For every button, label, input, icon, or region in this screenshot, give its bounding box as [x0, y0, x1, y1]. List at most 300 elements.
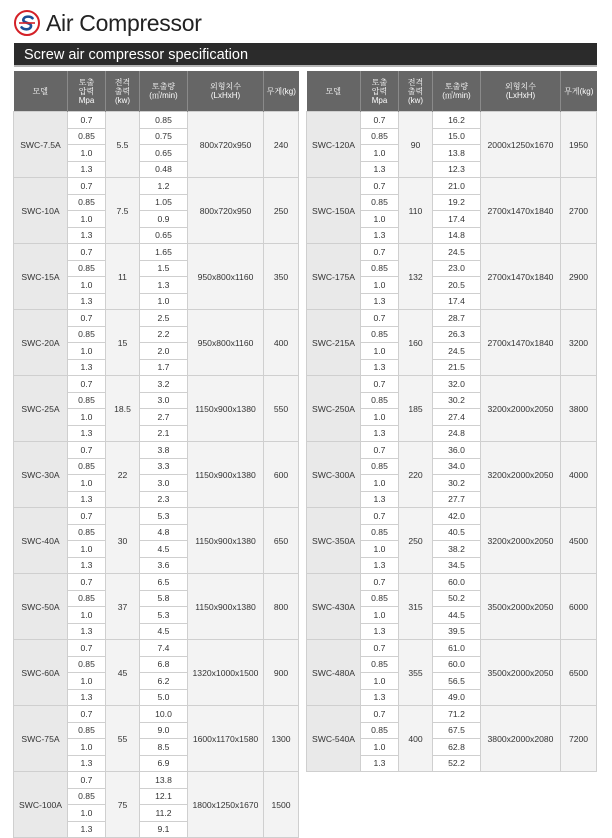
flow-cell: 52.2 — [433, 755, 481, 772]
flow-cell: 0.75 — [140, 128, 188, 145]
flow-cell: 3.8 — [140, 442, 188, 459]
weight-cell: 2900 — [561, 244, 597, 310]
spec-table-left — [13, 71, 299, 838]
table-row — [14, 508, 299, 525]
column-header — [561, 71, 597, 112]
column-header-line: 모델 — [32, 86, 48, 96]
dimensions-cell: 1150x900x1380 — [188, 442, 264, 508]
column-header — [68, 71, 106, 112]
column-header — [361, 71, 399, 112]
dimensions-cell: 1600x1170x1580 — [188, 706, 264, 772]
table-row — [14, 442, 299, 459]
flow-cell: 32.0 — [433, 376, 481, 393]
column-header — [399, 71, 433, 112]
pressure-cell: 0.85 — [361, 128, 399, 145]
column-header-line: 무게(kg) — [564, 86, 594, 96]
column-header-line: (LxHxH) — [210, 91, 241, 100]
column-header — [433, 71, 481, 112]
column-header-line: 토출 — [371, 77, 388, 87]
flow-cell: 34.0 — [433, 458, 481, 475]
pressure-cell: 0.7 — [68, 376, 106, 393]
pressure-cell: 1.3 — [361, 689, 399, 706]
flow-cell: 3.3 — [140, 458, 188, 475]
table-row — [307, 244, 597, 261]
company-logo-icon — [14, 10, 40, 36]
table-row — [14, 772, 299, 789]
pressure-cell: 1.0 — [361, 475, 399, 492]
pressure-cell: 0.85 — [361, 392, 399, 409]
pressure-cell: 1.0 — [68, 739, 106, 756]
flow-cell: 36.0 — [433, 442, 481, 459]
table-row — [14, 112, 299, 129]
flow-cell: 24.8 — [433, 425, 481, 442]
column-header-line: Mpa — [371, 95, 388, 105]
flow-cell: 8.5 — [140, 739, 188, 756]
pressure-cell: 0.85 — [68, 392, 106, 409]
flow-cell: 2.2 — [140, 326, 188, 343]
column-header — [481, 71, 561, 112]
table-header-row — [307, 71, 597, 112]
model-cell: SWC-120A — [307, 112, 361, 178]
flow-cell: 2.7 — [140, 409, 188, 426]
page-title: Air Compressor — [46, 9, 202, 36]
weight-cell: 6000 — [561, 574, 597, 640]
weight-cell: 1300 — [264, 706, 299, 772]
model-cell: SWC-175A — [307, 244, 361, 310]
flow-cell: 71.2 — [433, 706, 481, 723]
pressure-cell: 1.0 — [68, 541, 106, 558]
pressure-cell: 0.85 — [68, 788, 106, 805]
dimensions-cell: 800x720x950 — [188, 112, 264, 178]
flow-cell: 6.9 — [140, 755, 188, 772]
flow-cell: 21.5 — [433, 359, 481, 376]
power-cell: 37 — [106, 574, 140, 640]
flow-cell: 60.0 — [433, 574, 481, 591]
power-cell: 55 — [106, 706, 140, 772]
pressure-cell: 0.85 — [361, 458, 399, 475]
column-header-line: 무게(kg) — [266, 86, 296, 96]
column-header-line: 전격 — [114, 77, 131, 87]
flow-cell: 60.0 — [433, 656, 481, 673]
flow-cell: 4.8 — [140, 524, 188, 541]
model-cell: SWC-480A — [307, 640, 361, 706]
pressure-cell: 0.7 — [68, 508, 106, 525]
pressure-cell: 1.3 — [361, 491, 399, 508]
pressure-cell: 0.85 — [361, 326, 399, 343]
power-cell: 90 — [399, 112, 433, 178]
pressure-cell: 0.7 — [361, 706, 399, 723]
flow-cell: 34.5 — [433, 557, 481, 574]
page-header — [14, 8, 202, 38]
flow-cell: 2.5 — [140, 310, 188, 327]
flow-cell: 38.2 — [433, 541, 481, 558]
dimensions-cell: 3200x2000x2050 — [481, 442, 561, 508]
model-cell: SWC-50A — [14, 574, 68, 640]
table-row — [307, 706, 597, 723]
table-row — [307, 310, 597, 327]
power-cell: 18.5 — [106, 376, 140, 442]
dimensions-cell: 1150x900x1380 — [188, 508, 264, 574]
column-header-line: (kw) — [114, 95, 131, 105]
weight-cell: 600 — [264, 442, 299, 508]
pressure-cell: 1.3 — [68, 359, 106, 376]
flow-cell: 1.05 — [140, 194, 188, 211]
column-header-line: 압력 — [371, 86, 388, 96]
dimensions-cell: 950x800x1160 — [188, 244, 264, 310]
flow-cell: 21.0 — [433, 178, 481, 195]
flow-cell: 13.8 — [433, 145, 481, 162]
pressure-cell: 0.7 — [68, 706, 106, 723]
flow-cell: 42.0 — [433, 508, 481, 525]
power-cell: 7.5 — [106, 178, 140, 244]
pressure-cell: 1.0 — [361, 673, 399, 690]
flow-cell: 26.3 — [433, 326, 481, 343]
pressure-cell: 1.0 — [361, 739, 399, 756]
pressure-cell: 0.7 — [361, 442, 399, 459]
flow-cell: 5.0 — [140, 689, 188, 706]
pressure-cell: 0.7 — [68, 772, 106, 789]
weight-cell: 2700 — [561, 178, 597, 244]
weight-cell: 400 — [264, 310, 299, 376]
weight-cell: 240 — [264, 112, 299, 178]
column-header — [140, 71, 188, 112]
column-header — [264, 71, 299, 112]
table-row — [14, 640, 299, 657]
pressure-cell: 1.3 — [68, 161, 106, 178]
dimensions-cell: 2000x1250x1670 — [481, 112, 561, 178]
power-cell: 45 — [106, 640, 140, 706]
pressure-cell: 0.7 — [361, 244, 399, 261]
pressure-cell: 0.85 — [361, 656, 399, 673]
flow-cell: 24.5 — [433, 244, 481, 261]
flow-cell: 56.5 — [433, 673, 481, 690]
pressure-cell: 0.85 — [68, 326, 106, 343]
dimensions-cell: 1320x1000x1500 — [188, 640, 264, 706]
pressure-cell: 1.3 — [361, 359, 399, 376]
flow-cell: 12.1 — [140, 788, 188, 805]
table-row — [307, 178, 597, 195]
weight-cell: 350 — [264, 244, 299, 310]
table-row — [307, 376, 597, 393]
weight-cell: 1500 — [264, 772, 299, 838]
flow-cell: 2.0 — [140, 343, 188, 360]
pressure-cell: 1.0 — [361, 607, 399, 624]
model-cell: SWC-100A — [14, 772, 68, 838]
dimensions-cell: 800x720x950 — [188, 178, 264, 244]
flow-cell: 0.65 — [140, 227, 188, 244]
column-header-line: (㎥/min) — [442, 91, 471, 100]
flow-cell: 20.5 — [433, 277, 481, 294]
pressure-cell: 0.7 — [361, 376, 399, 393]
model-cell: SWC-20A — [14, 310, 68, 376]
model-cell: SWC-15A — [14, 244, 68, 310]
table-row — [307, 574, 597, 591]
column-header-line: Mpa — [78, 95, 95, 105]
column-header-line: 압력 — [78, 86, 95, 96]
pressure-cell: 0.85 — [361, 194, 399, 211]
flow-cell: 7.4 — [140, 640, 188, 657]
pressure-cell: 1.3 — [68, 689, 106, 706]
pressure-cell: 0.7 — [68, 640, 106, 657]
flow-cell: 0.9 — [140, 211, 188, 228]
pressure-cell: 1.3 — [361, 623, 399, 640]
flow-cell: 1.0 — [140, 293, 188, 310]
pressure-cell: 0.85 — [361, 722, 399, 739]
flow-cell: 23.0 — [433, 260, 481, 277]
dimensions-cell: 3500x2000x2050 — [481, 574, 561, 640]
dimensions-cell: 3800x2000x2080 — [481, 706, 561, 772]
table-row — [14, 706, 299, 723]
pressure-cell: 1.0 — [361, 211, 399, 228]
pressure-cell: 1.0 — [361, 409, 399, 426]
weight-cell: 250 — [264, 178, 299, 244]
pressure-cell: 1.0 — [68, 673, 106, 690]
spec-table-body — [14, 112, 299, 838]
flow-cell: 28.7 — [433, 310, 481, 327]
flow-cell: 44.5 — [433, 607, 481, 624]
flow-cell: 40.5 — [433, 524, 481, 541]
pressure-cell: 0.7 — [68, 310, 106, 327]
table-row — [14, 310, 299, 327]
flow-cell: 30.2 — [433, 475, 481, 492]
model-cell: SWC-150A — [307, 178, 361, 244]
dimensions-cell: 3500x2000x2050 — [481, 640, 561, 706]
flow-cell: 24.5 — [433, 343, 481, 360]
flow-cell: 1.65 — [140, 244, 188, 261]
flow-cell: 0.65 — [140, 145, 188, 162]
pressure-cell: 0.7 — [361, 640, 399, 657]
table-row — [307, 112, 597, 129]
power-cell: 250 — [399, 508, 433, 574]
model-cell: SWC-60A — [14, 640, 68, 706]
power-cell: 30 — [106, 508, 140, 574]
flow-cell: 6.8 — [140, 656, 188, 673]
power-cell: 75 — [106, 772, 140, 838]
pressure-cell: 1.3 — [68, 491, 106, 508]
model-cell: SWC-25A — [14, 376, 68, 442]
weight-cell: 3200 — [561, 310, 597, 376]
table-row — [307, 640, 597, 657]
column-header — [106, 71, 140, 112]
weight-cell: 4000 — [561, 442, 597, 508]
flow-cell: 3.6 — [140, 557, 188, 574]
pressure-cell: 1.3 — [361, 161, 399, 178]
weight-cell: 1950 — [561, 112, 597, 178]
weight-cell: 800 — [264, 574, 299, 640]
pressure-cell: 1.0 — [68, 145, 106, 162]
table-row — [307, 508, 597, 525]
flow-cell: 1.5 — [140, 260, 188, 277]
column-header-line: 출력 — [114, 86, 131, 96]
flow-cell: 5.3 — [140, 607, 188, 624]
pressure-cell: 0.85 — [361, 524, 399, 541]
model-cell: SWC-10A — [14, 178, 68, 244]
pressure-cell: 1.3 — [361, 557, 399, 574]
flow-cell: 61.0 — [433, 640, 481, 657]
flow-cell: 1.3 — [140, 277, 188, 294]
power-cell: 132 — [399, 244, 433, 310]
flow-cell: 3.0 — [140, 475, 188, 492]
pressure-cell: 1.3 — [68, 293, 106, 310]
flow-cell: 30.2 — [433, 392, 481, 409]
flow-cell: 4.5 — [140, 623, 188, 640]
pressure-cell: 1.0 — [68, 607, 106, 624]
flow-cell: 17.4 — [433, 211, 481, 228]
pressure-cell: 1.0 — [68, 211, 106, 228]
table-row — [307, 442, 597, 459]
dimensions-cell: 3200x2000x2050 — [481, 508, 561, 574]
flow-cell: 15.0 — [433, 128, 481, 145]
section-banner: Screw air compressor specification — [14, 43, 597, 67]
flow-cell: 27.7 — [433, 491, 481, 508]
model-cell: SWC-430A — [307, 574, 361, 640]
pressure-cell: 0.7 — [361, 310, 399, 327]
pressure-cell: 1.3 — [68, 425, 106, 442]
flow-cell: 13.8 — [140, 772, 188, 789]
pressure-cell: 0.7 — [68, 244, 106, 261]
pressure-cell: 1.0 — [361, 145, 399, 162]
dimensions-cell: 2700x1470x1840 — [481, 310, 561, 376]
flow-cell: 16.2 — [433, 112, 481, 129]
power-cell: 11 — [106, 244, 140, 310]
weight-cell: 900 — [264, 640, 299, 706]
flow-cell: 1.7 — [140, 359, 188, 376]
model-cell: SWC-30A — [14, 442, 68, 508]
pressure-cell: 0.7 — [361, 574, 399, 591]
pressure-cell: 1.3 — [361, 425, 399, 442]
column-header-line: 모델 — [325, 86, 341, 96]
pressure-cell: 0.7 — [68, 178, 106, 195]
flow-cell: 39.5 — [433, 623, 481, 640]
flow-cell: 3.0 — [140, 392, 188, 409]
pressure-cell: 1.0 — [68, 475, 106, 492]
weight-cell: 6500 — [561, 640, 597, 706]
pressure-cell: 1.3 — [68, 227, 106, 244]
pressure-cell: 0.85 — [68, 194, 106, 211]
model-cell: SWC-215A — [307, 310, 361, 376]
flow-cell: 6.2 — [140, 673, 188, 690]
dimensions-cell: 1150x900x1380 — [188, 376, 264, 442]
flow-cell: 50.2 — [433, 590, 481, 607]
flow-cell: 2.3 — [140, 491, 188, 508]
flow-cell: 17.4 — [433, 293, 481, 310]
power-cell: 5.5 — [106, 112, 140, 178]
model-cell: SWC-7.5A — [14, 112, 68, 178]
pressure-cell: 0.85 — [68, 260, 106, 277]
flow-cell: 49.0 — [433, 689, 481, 706]
pressure-cell: 1.0 — [68, 805, 106, 822]
power-cell: 315 — [399, 574, 433, 640]
flow-cell: 9.0 — [140, 722, 188, 739]
flow-cell: 3.2 — [140, 376, 188, 393]
pressure-cell: 1.3 — [68, 755, 106, 772]
pressure-cell: 1.3 — [361, 755, 399, 772]
flow-cell: 62.8 — [433, 739, 481, 756]
column-header — [307, 71, 361, 112]
column-header-line: 토출량 — [151, 82, 176, 91]
flow-cell: 0.85 — [140, 112, 188, 129]
dimensions-cell: 950x800x1160 — [188, 310, 264, 376]
power-cell: 400 — [399, 706, 433, 772]
column-header-line: 토출 — [78, 77, 95, 87]
pressure-cell: 1.0 — [68, 343, 106, 360]
flow-cell: 27.4 — [433, 409, 481, 426]
flow-cell: 5.8 — [140, 590, 188, 607]
model-cell: SWC-350A — [307, 508, 361, 574]
pressure-cell: 0.85 — [68, 128, 106, 145]
pressure-cell: 1.3 — [361, 227, 399, 244]
power-cell: 160 — [399, 310, 433, 376]
pressure-cell: 1.0 — [68, 409, 106, 426]
dimensions-cell: 1150x900x1380 — [188, 574, 264, 640]
pressure-cell: 0.85 — [68, 722, 106, 739]
table-header-row — [14, 71, 299, 112]
flow-cell: 1.2 — [140, 178, 188, 195]
pressure-cell: 0.85 — [68, 656, 106, 673]
pressure-cell: 1.3 — [68, 821, 106, 838]
power-cell: 110 — [399, 178, 433, 244]
model-cell: SWC-540A — [307, 706, 361, 772]
spec-table-body — [307, 112, 597, 772]
table-row — [14, 244, 299, 261]
table-row — [14, 178, 299, 195]
power-cell: 15 — [106, 310, 140, 376]
column-header — [14, 71, 68, 112]
column-header-line: (kw) — [407, 95, 424, 105]
column-header — [188, 71, 264, 112]
flow-cell: 9.1 — [140, 821, 188, 838]
column-header-line: 토출량 — [444, 82, 469, 91]
dimensions-cell: 2700x1470x1840 — [481, 178, 561, 244]
column-header-line: 외형치수 — [505, 82, 536, 91]
pressure-cell: 0.85 — [68, 458, 106, 475]
flow-cell: 10.0 — [140, 706, 188, 723]
flow-cell: 5.3 — [140, 508, 188, 525]
pressure-cell: 0.85 — [361, 260, 399, 277]
power-cell: 185 — [399, 376, 433, 442]
flow-cell: 11.2 — [140, 805, 188, 822]
weight-cell: 3800 — [561, 376, 597, 442]
column-header-line: (LxHxH) — [505, 91, 536, 100]
model-cell: SWC-250A — [307, 376, 361, 442]
flow-cell: 67.5 — [433, 722, 481, 739]
pressure-cell: 0.85 — [68, 524, 106, 541]
pressure-cell: 1.0 — [68, 277, 106, 294]
pressure-cell: 0.7 — [68, 112, 106, 129]
pressure-cell: 0.7 — [361, 178, 399, 195]
pressure-cell: 0.85 — [361, 590, 399, 607]
flow-cell: 6.5 — [140, 574, 188, 591]
dimensions-cell: 1800x1250x1670 — [188, 772, 264, 838]
pressure-cell: 1.3 — [361, 293, 399, 310]
column-header-line: 전격 — [407, 77, 424, 87]
flow-cell: 2.1 — [140, 425, 188, 442]
flow-cell: 14.8 — [433, 227, 481, 244]
pressure-cell: 0.7 — [68, 442, 106, 459]
dimensions-cell: 3200x2000x2050 — [481, 376, 561, 442]
model-cell: SWC-40A — [14, 508, 68, 574]
pressure-cell: 0.85 — [68, 590, 106, 607]
model-cell: SWC-300A — [307, 442, 361, 508]
pressure-cell: 1.0 — [361, 343, 399, 360]
spec-table-right — [306, 71, 597, 772]
table-row — [14, 376, 299, 393]
table-row — [14, 574, 299, 591]
pressure-cell: 1.3 — [68, 623, 106, 640]
dimensions-cell: 2700x1470x1840 — [481, 244, 561, 310]
power-cell: 355 — [399, 640, 433, 706]
model-cell: SWC-75A — [14, 706, 68, 772]
